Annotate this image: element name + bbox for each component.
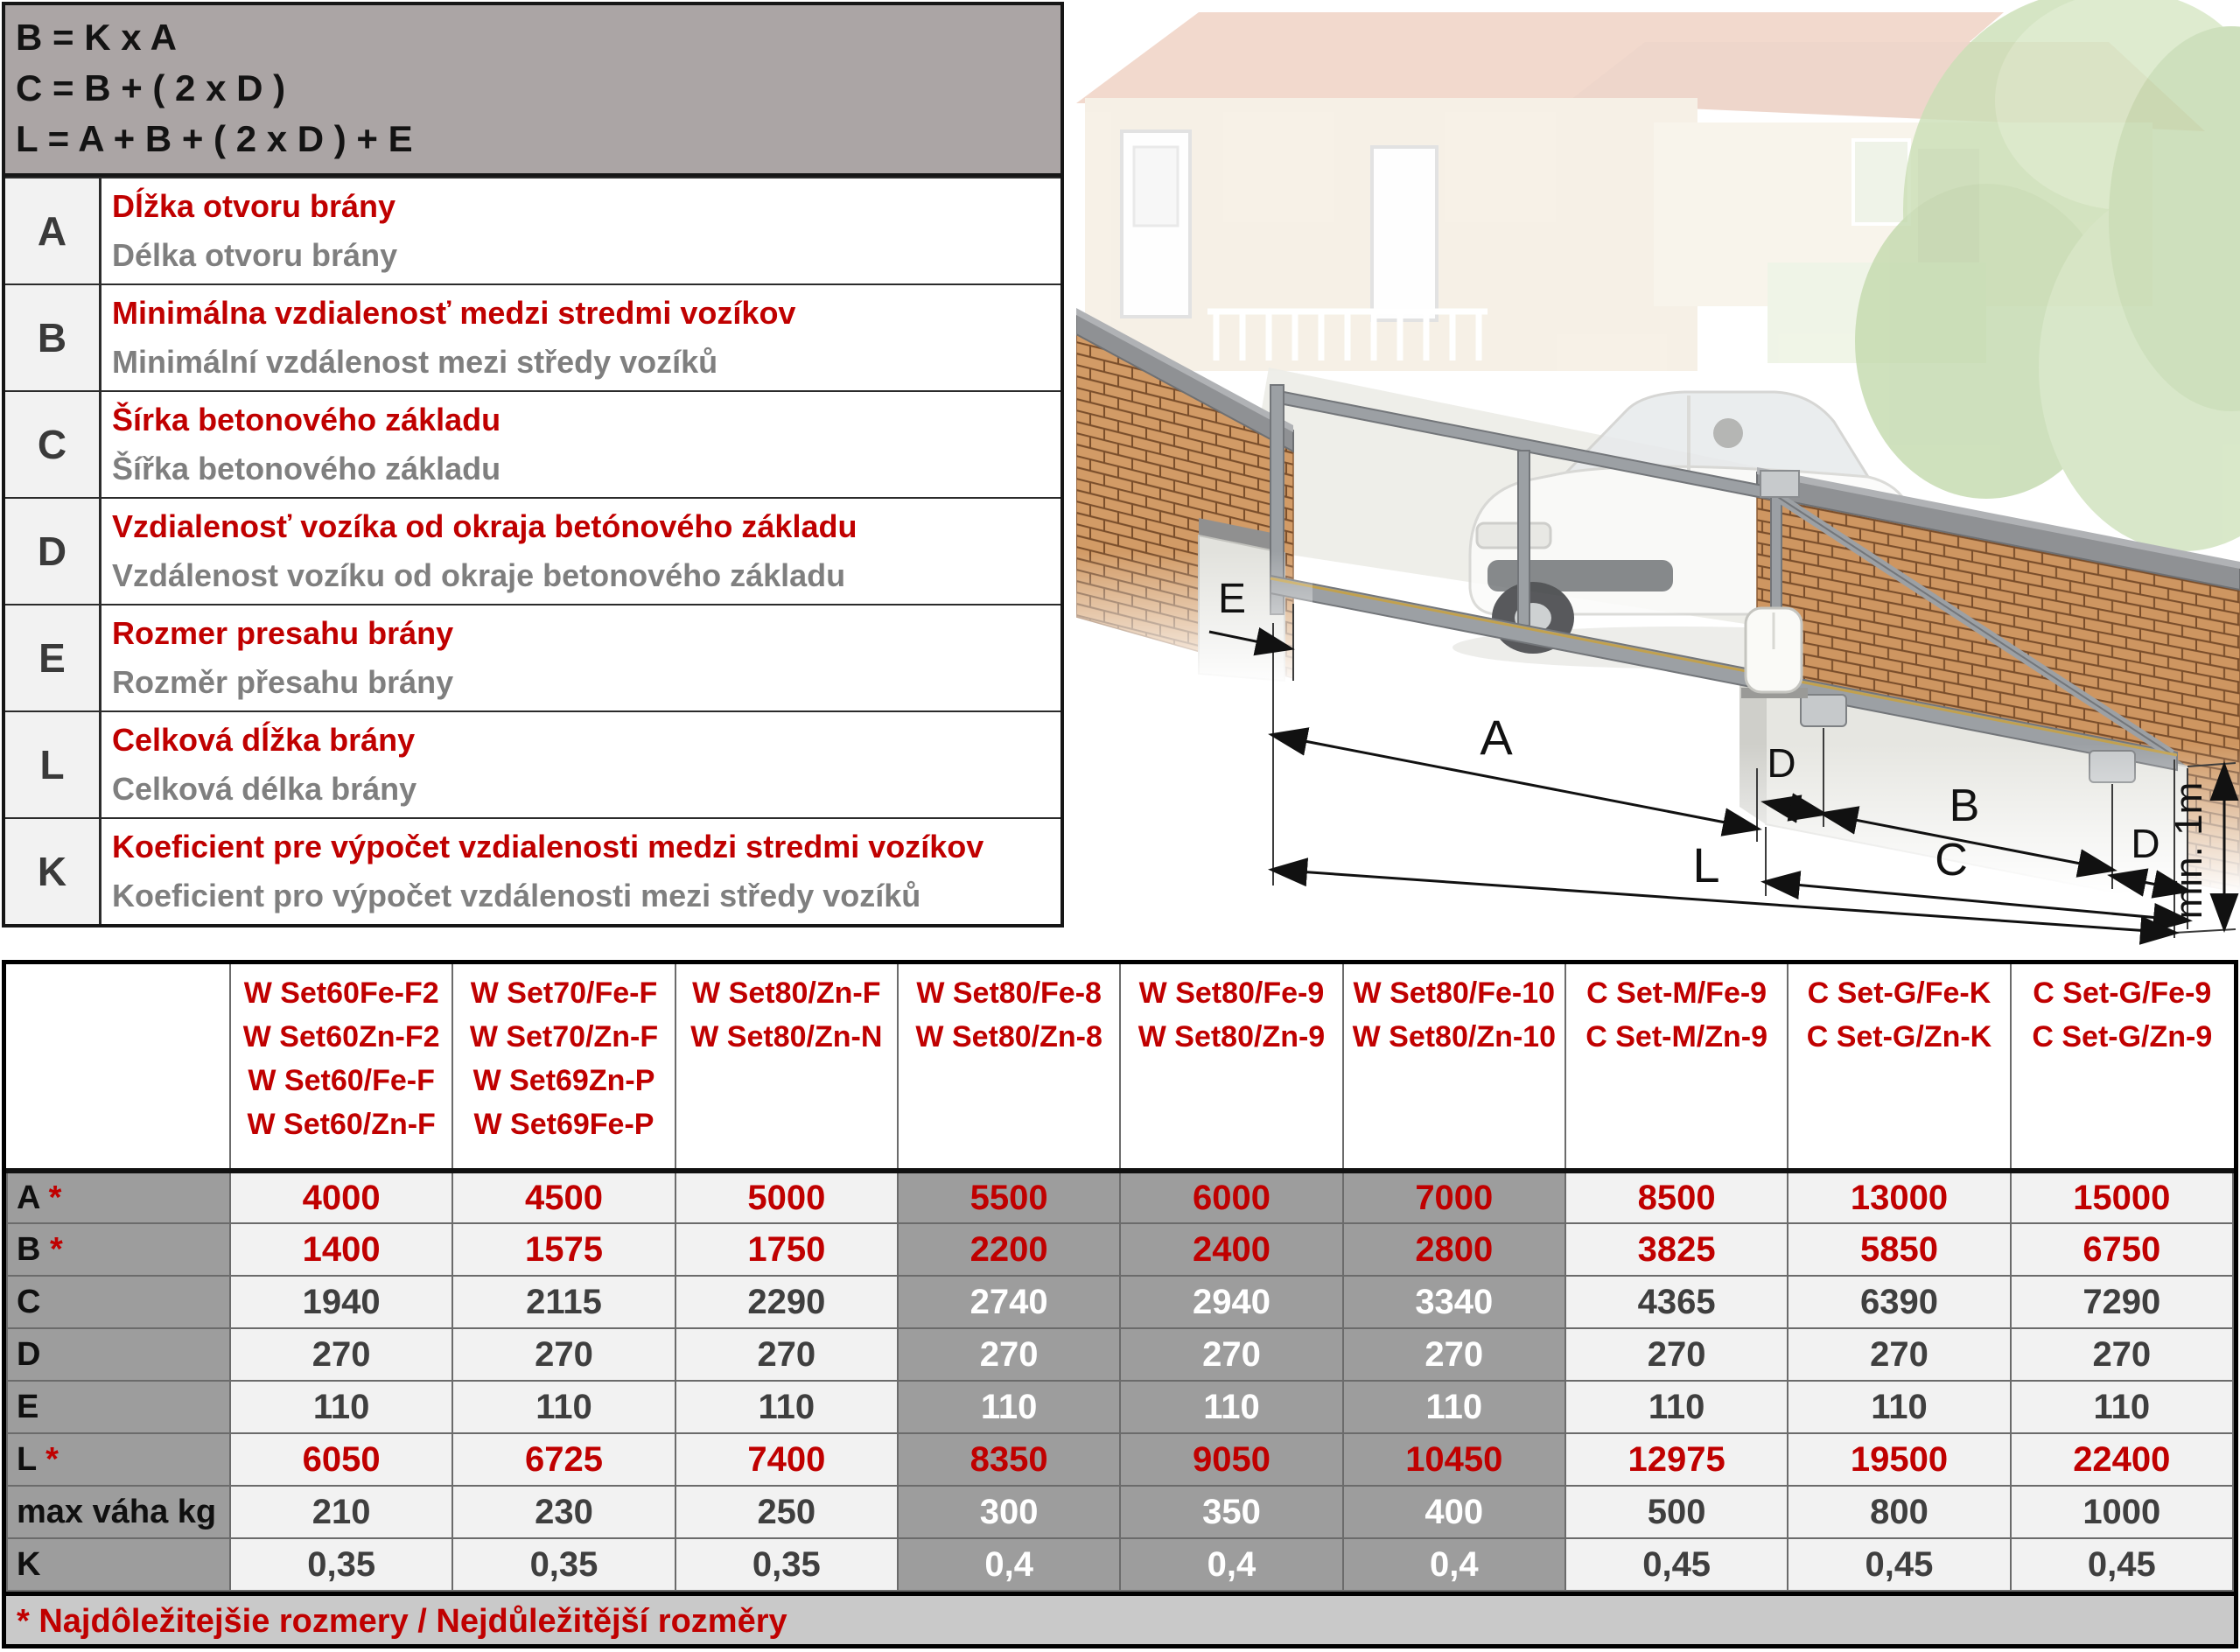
spec-column-header: [230, 964, 452, 1171]
product-name: W Set60/Zn-F: [247, 1108, 436, 1141]
legend-description: [102, 499, 1060, 604]
product-name: W Set80/Fe-8: [916, 976, 1102, 1010]
product-name: C Set-G/Fe-K: [1807, 976, 1992, 1010]
spec-value: 110: [676, 1381, 898, 1433]
spec-value: 230: [452, 1486, 675, 1538]
asterisk: *: [48, 1179, 62, 1216]
spec-column-header: [452, 964, 675, 1171]
spec-column-header: [1565, 964, 1788, 1171]
spec-value: 400: [1343, 1486, 1565, 1538]
spec-value: 110: [1565, 1381, 1788, 1433]
spec-value: 5000: [676, 1171, 898, 1223]
spec-value: 3825: [1565, 1223, 1788, 1276]
product-name: W Set60/Fe-F: [248, 1064, 435, 1097]
spec-row: [7, 1538, 2233, 1591]
spec-row-label: [7, 1486, 230, 1538]
legend-text-cz: Rozměr přesahu brány: [112, 664, 454, 700]
legend-row: [5, 284, 1060, 390]
spec-value: 1940: [230, 1276, 452, 1328]
asterisk: *: [46, 1440, 59, 1478]
legend-letter: C: [5, 392, 102, 497]
guide-bracket: [1760, 471, 1799, 497]
spec-value: 2115: [452, 1276, 675, 1328]
spec-value: 1750: [676, 1223, 898, 1276]
spec-value: 5500: [898, 1171, 1120, 1223]
legend-description: [102, 285, 1060, 390]
row-label-text: B: [17, 1230, 41, 1268]
spec-value: 2200: [898, 1223, 1120, 1276]
spec-header-empty-cell: [7, 964, 230, 1171]
spec-value: 2800: [1343, 1223, 1565, 1276]
product-name: C Set-G/Zn-9: [2032, 1020, 2213, 1054]
spec-column-header: [898, 964, 1120, 1171]
spec-value: 13000: [1788, 1171, 2010, 1223]
spec-value: 270: [1788, 1328, 2010, 1381]
spec-value: 12975: [1565, 1433, 1788, 1486]
spec-row-label: [7, 1276, 230, 1328]
spec-value: 8350: [898, 1433, 1120, 1486]
legend-row: [5, 604, 1060, 710]
product-name: W Set60Fe-F2: [243, 976, 439, 1010]
legend-text-sk: Koeficient pre výpočet vzdialenosti medzi stredmi vozíkov: [112, 829, 984, 864]
legend-rows: [5, 177, 1060, 924]
spec-value: 110: [1788, 1381, 2010, 1433]
dim-label-l: L: [1692, 837, 1720, 892]
spec-value: 270: [452, 1328, 675, 1381]
product-name: W Set80/Zn-9: [1138, 1020, 1326, 1054]
product-name: W Set80/Zn-F: [692, 976, 881, 1010]
formula-line: L = A + B + ( 2 x D ) + E: [16, 118, 413, 159]
product-name: W Set80/Zn-10: [1352, 1020, 1556, 1054]
asterisk: *: [50, 1230, 63, 1268]
spec-value: 270: [676, 1328, 898, 1381]
legend-text-sk: Šírka betonového základu: [112, 402, 501, 438]
legend-text-cz: Celková délka brány: [112, 771, 417, 807]
product-name: W Set80/Fe-9: [1138, 976, 1325, 1010]
row-label-text: max váha kg: [17, 1493, 217, 1530]
legend-description: [102, 178, 1060, 284]
spec-value: 0,45: [2011, 1538, 2233, 1591]
legend-letter: B: [5, 285, 102, 390]
product-name: W Set80/Fe-10: [1353, 976, 1556, 1010]
legend-letter: A: [5, 178, 102, 284]
spec-value: 2290: [676, 1276, 898, 1328]
spec-row-label: [7, 1433, 230, 1486]
spec-row-label: [7, 1223, 230, 1276]
spec-row-label: [7, 1381, 230, 1433]
fade-left: [1076, 551, 1312, 735]
spec-value: 7400: [676, 1433, 898, 1486]
spec-header-row: [7, 964, 2233, 1171]
spec-value: 210: [230, 1486, 452, 1538]
dim-label-min-height: min. 1m: [2167, 781, 2210, 920]
spec-column-header: [2011, 964, 2233, 1171]
legend-row: [5, 710, 1060, 817]
spec-column-header: [1788, 964, 2010, 1171]
dim-label-c: C: [1935, 835, 1968, 886]
legend-row: [5, 177, 1060, 284]
legend-letter: E: [5, 606, 102, 710]
legend-letter: L: [5, 712, 102, 817]
spec-value: 3340: [1343, 1276, 1565, 1328]
product-name: C Set-G/Zn-K: [1806, 1020, 1992, 1054]
spec-value: 7290: [2011, 1276, 2233, 1328]
spec-value: 110: [2011, 1381, 2233, 1433]
spec-value: 800: [1788, 1486, 2010, 1538]
formula-header: [5, 5, 1060, 177]
dim-label-e: E: [1217, 576, 1247, 622]
legend-text-cz: Šířka betonového základu: [112, 451, 501, 486]
legend-text-cz: Vzdálenost vozíku od okraje betonového základu: [112, 557, 846, 593]
spec-value: 1575: [452, 1223, 675, 1276]
spec-value: 110: [452, 1381, 675, 1433]
spec-value: 0,35: [452, 1538, 675, 1591]
spec-row: [7, 1486, 2233, 1538]
spec-value: 270: [898, 1328, 1120, 1381]
spec-value: 19500: [1788, 1433, 2010, 1486]
spec-value: 6390: [1788, 1276, 2010, 1328]
row-label-text: E: [17, 1388, 39, 1425]
spec-value: 2400: [1120, 1223, 1342, 1276]
spec-value: 4000: [230, 1171, 452, 1223]
spec-value: 350: [1120, 1486, 1342, 1538]
spec-value: 0,35: [676, 1538, 898, 1591]
spec-value: 6725: [452, 1433, 675, 1486]
spec-value: 6050: [230, 1433, 452, 1486]
spec-value: 250: [676, 1486, 898, 1538]
spec-value: 500: [1565, 1486, 1788, 1538]
legend-row: [5, 390, 1060, 497]
legend-text-sk: Vzdialenosť vozíka od okraja betónového základu: [112, 508, 858, 544]
product-name: C Set-M/Zn-9: [1586, 1020, 1768, 1054]
dim-label-a: A: [1480, 710, 1513, 765]
spec-value: 110: [1343, 1381, 1565, 1433]
legend-table: [2, 2, 1064, 928]
spec-value: 2740: [898, 1276, 1120, 1328]
spec-value: 1400: [230, 1223, 452, 1276]
spec-value: 6750: [2011, 1223, 2233, 1276]
product-name: W Set70/Zn-F: [469, 1020, 659, 1054]
dim-label-d-left: D: [1767, 740, 1796, 786]
spec-value: 0,4: [1343, 1538, 1565, 1591]
spec-value: 110: [1120, 1381, 1342, 1433]
legend-text-cz: Minimální vzdálenost mezi středy vozíků: [112, 344, 718, 380]
spec-row: [7, 1171, 2233, 1223]
spec-row-label: [7, 1328, 230, 1381]
spec-value: 15000: [2011, 1171, 2233, 1223]
spec-value: 270: [230, 1328, 452, 1381]
carriage-left: [1801, 695, 1846, 726]
spec-column-header: [1120, 964, 1342, 1171]
spec-value: 9050: [1120, 1433, 1342, 1486]
spec-value: 2940: [1120, 1276, 1342, 1328]
row-label-text: D: [17, 1335, 41, 1373]
legend-description: [102, 606, 1060, 710]
formula-line: C = B + ( 2 x D ): [16, 67, 286, 108]
product-name: C Set-M/Fe-9: [1586, 976, 1768, 1010]
spec-row: [7, 1223, 2233, 1276]
gate-middle-bar: [1518, 451, 1530, 626]
product-name: W Set80/Zn-N: [690, 1020, 883, 1054]
legend-description: [102, 712, 1060, 817]
row-label-text: A: [17, 1179, 40, 1216]
product-name: W Set60Zn-F2: [242, 1020, 440, 1054]
legend-text-cz: Koeficient pro výpočet vzdálenosti mezi středy vozíků: [112, 878, 921, 914]
product-name: W Set70/Fe-F: [470, 976, 658, 1010]
spec-value: 8500: [1565, 1171, 1788, 1223]
spec-value: 0,35: [230, 1538, 452, 1591]
spec-value: 0,45: [1788, 1538, 2010, 1591]
gate-motor: [1741, 608, 1808, 698]
spec-value: 7000: [1343, 1171, 1565, 1223]
spec-value: 270: [1343, 1328, 1565, 1381]
spec-value: 110: [230, 1381, 452, 1433]
spec-value: 300: [898, 1486, 1120, 1538]
spec-table: [2, 960, 2238, 1648]
product-name: C Set-G/Fe-9: [2033, 976, 2212, 1010]
spec-value: 1000: [2011, 1486, 2233, 1538]
spec-value: 0,4: [1120, 1538, 1342, 1591]
spec-column-header: [676, 964, 898, 1171]
legend-letter: D: [5, 499, 102, 604]
spec-value: 5850: [1788, 1223, 2010, 1276]
spec-value: 10450: [1343, 1433, 1565, 1486]
formula-line: B = K x A: [16, 17, 177, 58]
spec-value: 0,45: [1565, 1538, 1788, 1591]
spec-value: 270: [1120, 1328, 1342, 1381]
gate-illustration: [1076, 0, 2240, 945]
dim-label-d-right: D: [2131, 821, 2160, 866]
spec-row-label: [7, 1538, 230, 1591]
legend-text-sk: Celková dĺžka brány: [112, 722, 416, 758]
row-label-text: C: [17, 1283, 41, 1320]
spec-value: 22400: [2011, 1433, 2233, 1486]
spec-row: [7, 1433, 2233, 1486]
spec-value: 4500: [452, 1171, 675, 1223]
row-label-text: L: [17, 1440, 37, 1478]
legend-description: [102, 819, 1060, 924]
legend-row: [5, 497, 1060, 604]
spec-value: 110: [898, 1381, 1120, 1433]
spec-row: [7, 1381, 2233, 1433]
dim-label-b: B: [1949, 780, 1980, 831]
spec-row: [7, 1276, 2233, 1328]
product-name: W Set69Fe-P: [473, 1108, 654, 1141]
spec-value: 0,4: [898, 1538, 1120, 1591]
spec-value: 6000: [1120, 1171, 1342, 1223]
legend-letter: K: [5, 819, 102, 924]
footnote: * Najdôležitejšie rozmery / Nejdůležitější rozměry: [6, 1592, 2234, 1644]
product-name: W Set80/Zn-8: [915, 1020, 1102, 1054]
legend-text-sk: Rozmer presahu brány: [112, 615, 454, 651]
legend-text-sk: Dĺžka otvoru brány: [112, 188, 396, 224]
spec-body: [7, 1171, 2233, 1591]
row-label-text: K: [17, 1545, 41, 1583]
spec-value: 270: [1565, 1328, 1788, 1381]
legend-row: [5, 817, 1060, 924]
spec-column-header: [1343, 964, 1565, 1171]
spec-row: [7, 1328, 2233, 1381]
legend-text-sk: Minimálna vzdialenosť medzi stredmi vozíkov: [112, 295, 796, 331]
spec-value: 270: [2011, 1328, 2233, 1381]
spec-row-label: [7, 1171, 230, 1223]
product-name: W Set69Zn-P: [472, 1064, 655, 1097]
spec-value: 4365: [1565, 1276, 1788, 1328]
legend-description: [102, 392, 1060, 497]
legend-text-cz: Délka otvoru brány: [112, 237, 398, 273]
